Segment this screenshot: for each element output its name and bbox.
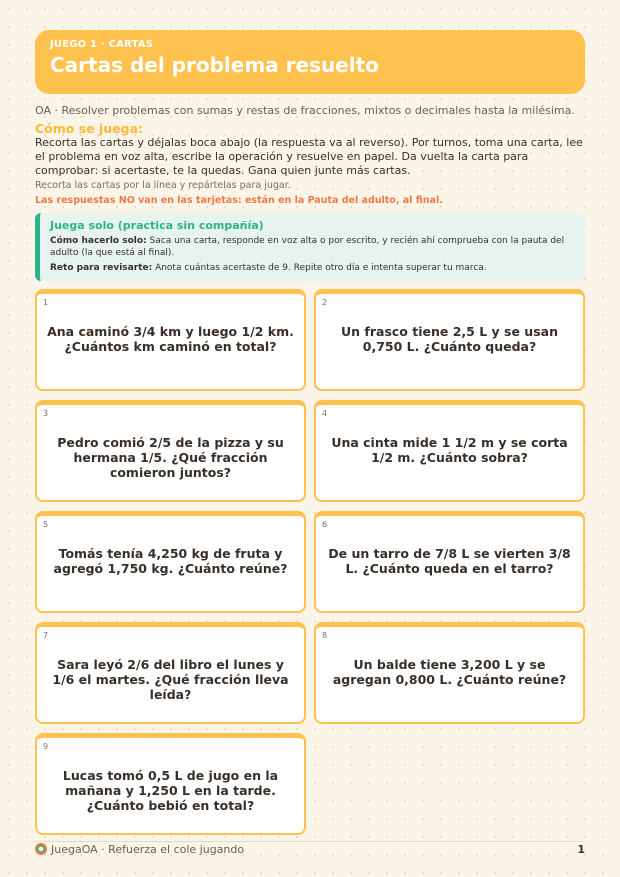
solo-how-text: Saca una carta, responde en voz alta o por escrito, y recién ahí comprueba con la pauta del adulto (la que está al final). [50, 236, 565, 258]
solo-play-box [35, 213, 585, 281]
card-number: 8 [322, 631, 328, 640]
card-number: 5 [43, 520, 49, 529]
problem-card[interactable] [35, 622, 306, 724]
footer [35, 843, 585, 857]
card-number: 9 [43, 742, 49, 751]
problem-card[interactable] [35, 511, 306, 613]
page-number: 1 [577, 843, 585, 856]
brand-logo-icon [35, 843, 47, 855]
problem-card[interactable] [314, 511, 585, 613]
problem-card[interactable] [35, 400, 306, 502]
solo-how-line [50, 235, 575, 259]
card-problem-text: De un tarro de 7/8 L se vierten 3/8 L. ¿Cuánto queda en el tarro? [328, 546, 571, 576]
problem-card[interactable] [35, 289, 306, 391]
card-problem-text: Un balde tiene 3,200 L y se agregan 0,800 L. ¿Cuánto reúne? [332, 657, 567, 687]
card-number: 3 [43, 409, 49, 418]
problem-card[interactable] [314, 622, 585, 724]
problem-card[interactable] [35, 733, 306, 835]
solo-review-line [50, 262, 575, 274]
header-banner [35, 30, 585, 94]
card-number: 4 [322, 409, 328, 418]
cut-note: Recorta las cartas por la línea y repártelas para jugar. [35, 180, 291, 191]
page-title: Cartas del problema resuelto [50, 53, 379, 77]
problem-card[interactable] [314, 289, 585, 391]
card-number: 2 [322, 298, 328, 307]
card-problem-text: Lucas tomó 0,5 L de jugo en la mañana y 1,250 L en la tarde. ¿Cuánto bebió en total? [62, 768, 279, 813]
card-problem-text: Ana caminó 3/4 km y luego 1/2 km. ¿Cuántos km caminó en total? [47, 324, 294, 354]
problem-card[interactable] [314, 400, 585, 502]
solo-review-label: Reto para revisarte: [50, 263, 153, 273]
objective-text: OA · Resolver problemas con sumas y restas de fracciones, mixtos o decimales hasta la milésima. [35, 104, 575, 117]
card-number: 1 [43, 298, 49, 307]
footer-brand: JuegaOA · Refuerza el cole jugando [51, 843, 245, 856]
solo-how-label: Cómo hacerlo solo: [50, 236, 147, 246]
game-eyebrow: JUEGO 1 · CARTAS [50, 39, 154, 50]
card-problem-text: Una cinta mide 1 1/2 m y se corta 1/2 m. ¿Cuánto sobra? [331, 435, 568, 465]
instructions-text: Recorta las cartas y déjalas boca abajo (la respuesta va al reverso). Por turnos, toma una carta, lee el problema en voz alta, escribe la operación y resuelve en papel. Da vuelta la carta para comprobar: si acertaste, te la quedas. Gana quien junte más cartas. [35, 136, 583, 177]
solo-review-text: Anota cuántas acertaste de 9. Repite otro día e intenta superar tu marca. [155, 263, 487, 273]
card-problem-text: Tomás tenía 4,250 kg de fruta y agregó 1,750 kg. ¿Cuánto reúne? [53, 546, 288, 576]
solo-title: Juega solo (practica sin compañía) [50, 219, 264, 232]
card-number: 7 [43, 631, 49, 640]
card-problem-text: Sara leyó 2/6 del libro el lunes y 1/6 el martes. ¿Qué fracción lleva leída? [52, 657, 289, 702]
card-problem-text: Pedro comió 2/5 de la pizza y su hermana 1/5. ¿Qué fracción comieron juntos? [57, 435, 284, 480]
howto-heading: Cómo se juega: [35, 121, 144, 136]
answers-warning: Las respuestas NO van en las tarjetas: están en la Pauta del adulto, al final. [35, 195, 443, 206]
card-number: 6 [322, 520, 328, 529]
card-problem-text: Un frasco tiene 2,5 L y se usan 0,750 L. ¿Cuánto queda? [341, 324, 558, 354]
footer-divider [35, 841, 585, 842]
